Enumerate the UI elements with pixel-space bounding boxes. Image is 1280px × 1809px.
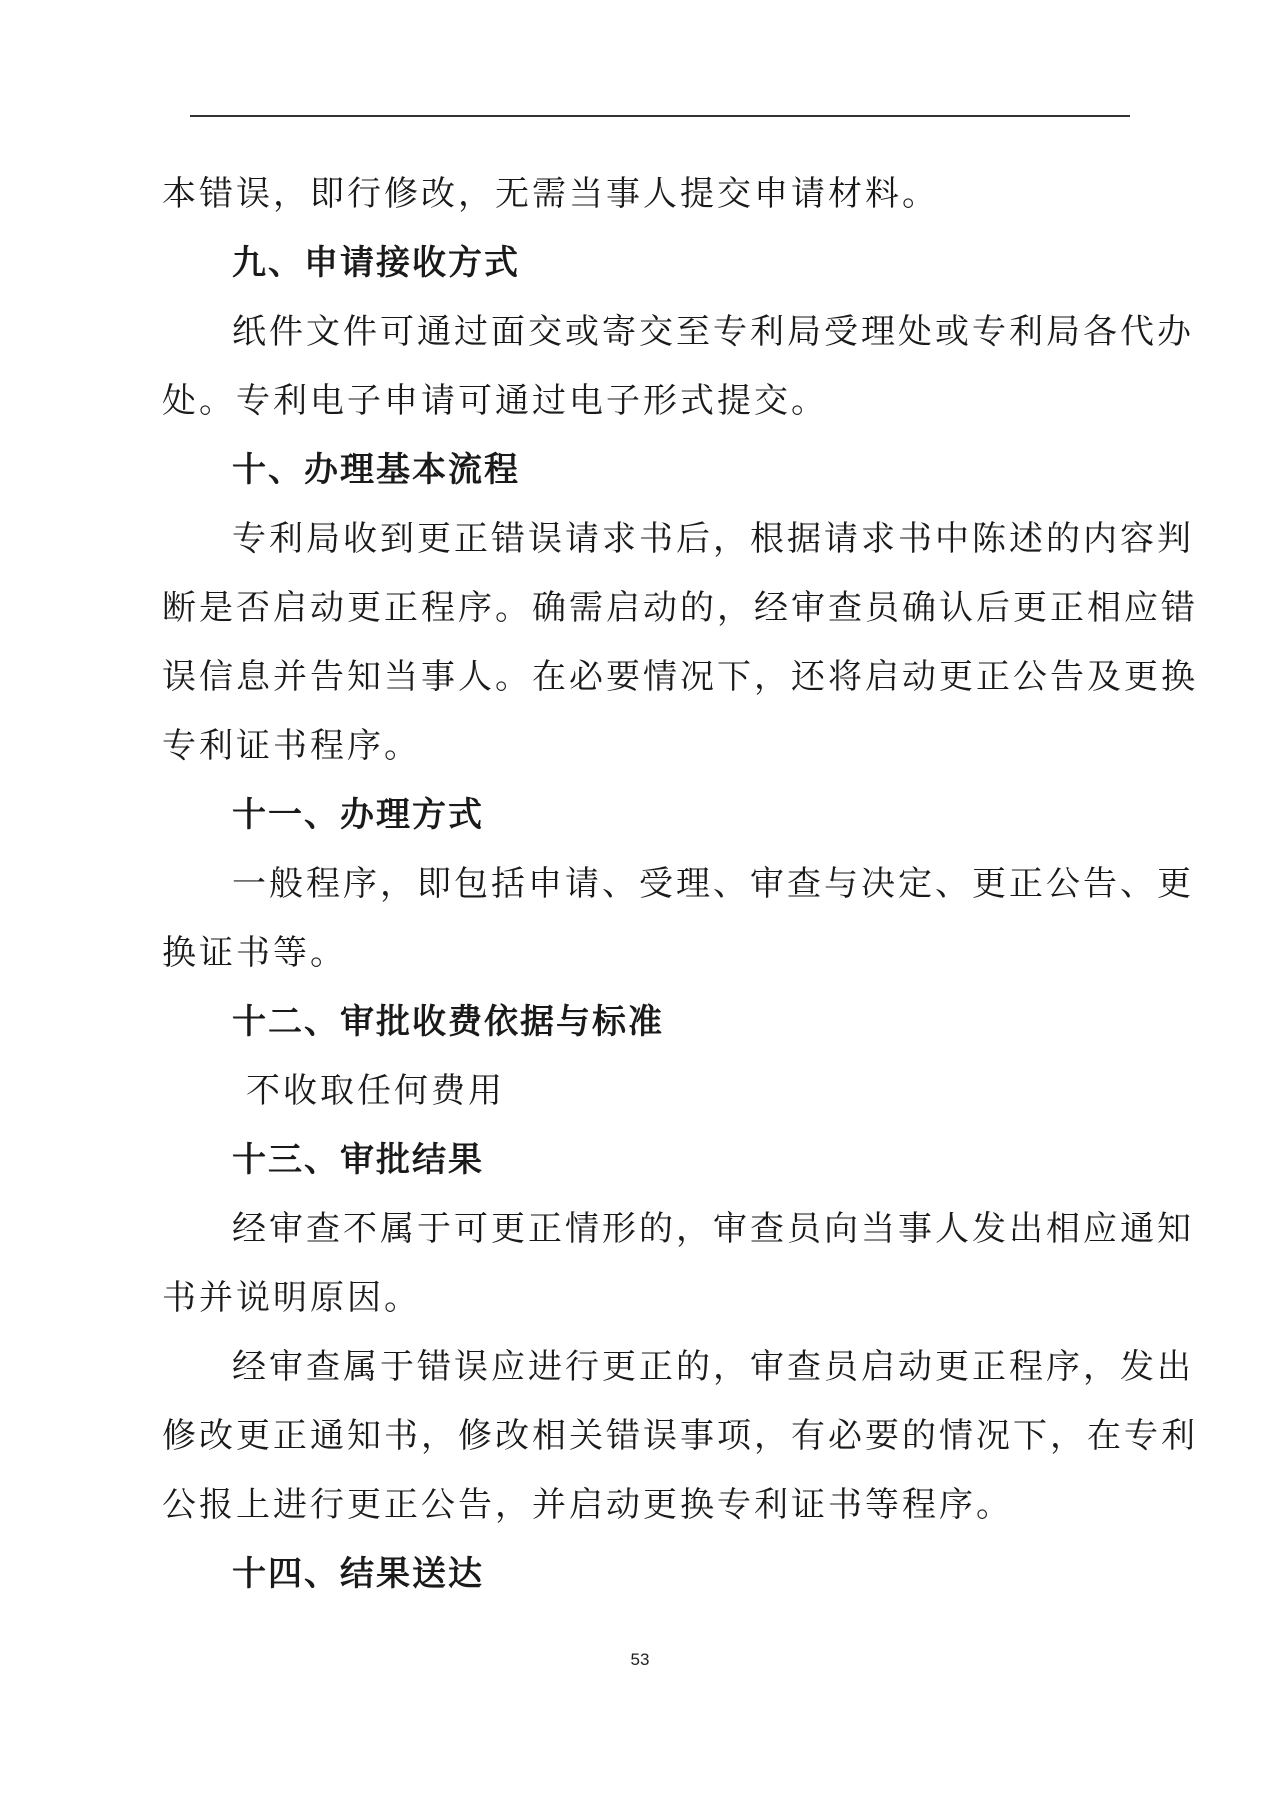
body-line: 处。专利电子申请可通过电子形式提交。 xyxy=(162,381,828,421)
body-line: 修改更正通知书，修改相关错误事项，有必要的情况下，在专利 xyxy=(162,1416,1198,1456)
section-heading: 十三、审批结果 xyxy=(232,1140,484,1180)
body-line: 公报上进行更正公告，并启动更换专利证书等程序。 xyxy=(162,1485,1013,1525)
body-line: 一般程序，即包括申请、受理、审查与决定、更正公告、更 xyxy=(232,864,1194,904)
section-heading: 十四、结果送达 xyxy=(232,1554,484,1594)
section-heading: 十二、审批收费依据与标准 xyxy=(232,1002,664,1042)
section-heading: 十一、办理方式 xyxy=(232,795,484,835)
body-line: 不收取任何费用 xyxy=(246,1071,505,1111)
body-line: 经审查属于错误应进行更正的，审查员启动更正程序，发出 xyxy=(232,1347,1194,1387)
body-line: 书并说明原因。 xyxy=(162,1278,421,1318)
body-line: 误信息并告知当事人。在必要情况下，还将启动更正公告及更换 xyxy=(162,657,1198,697)
body-line: 换证书等。 xyxy=(162,933,347,973)
body-line: 专利证书程序。 xyxy=(162,726,421,766)
document-body xyxy=(162,160,1198,1609)
body-line: 断是否启动更正程序。确需启动的，经审查员确认后更正相应错 xyxy=(162,588,1198,628)
page-number: 53 xyxy=(630,1650,650,1669)
section-heading: 十、办理基本流程 xyxy=(232,450,520,490)
body-line: 专利局收到更正错误请求书后，根据请求书中陈述的内容判 xyxy=(232,519,1194,559)
body-line: 经审查不属于可更正情形的，审查员向当事人发出相应通知 xyxy=(232,1209,1194,1249)
header-rule xyxy=(190,115,1130,117)
body-line: 本错误，即行修改，无需当事人提交申请材料。 xyxy=(162,174,939,214)
section-heading: 九、申请接收方式 xyxy=(232,243,520,283)
body-line: 纸件文件可通过面交或寄交至专利局受理处或专利局各代办 xyxy=(232,312,1194,352)
